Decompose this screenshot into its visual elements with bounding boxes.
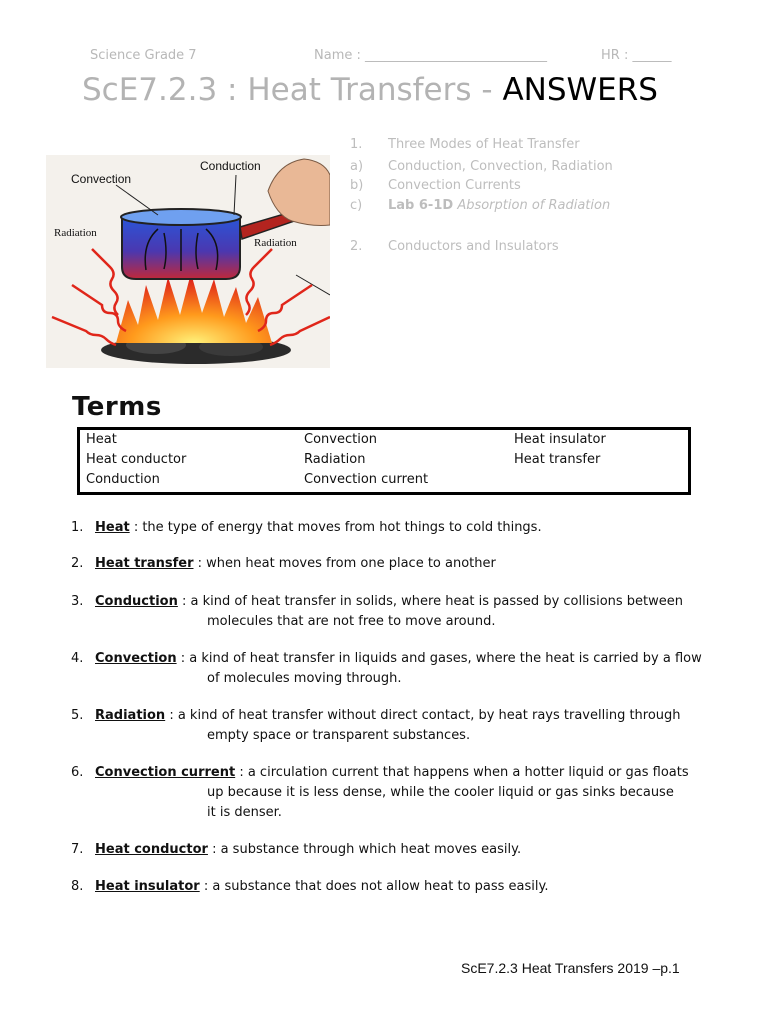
definition-text: : when heat moves from one place to another [193,556,496,571]
outline-item-1-number: 1. [350,137,363,152]
outline-sub-a-text: Conduction, Convection, Radiation [388,159,613,174]
definition-item [71,649,711,689]
definition-term: Heat conductor [95,842,208,857]
outline-sub-a-letter: a) [350,159,364,174]
definition-text: : a kind of heat transfer without direct contact, by heat rays travelling through [165,708,681,723]
definition-term: Conduction [95,594,178,609]
definition-term: Convection current [95,765,236,780]
lab-title: Absorption of Radiation [457,198,611,213]
definition-continuation: molecules that are not free to move around. [207,614,496,629]
term-cell: Radiation [304,452,366,467]
outline-item-2-title: Conductors and Insulators [388,239,559,254]
outline-sub-c-letter: c) [350,198,363,213]
term-cell: Heat conductor [86,452,187,467]
definition-item [71,877,711,897]
definition-text: : a kind of heat transfer in liquids and gases, where the heat is carried by a flow [176,651,702,666]
definition-number: 5. [71,708,84,723]
definition-number: 6. [71,765,84,780]
definition-item [71,554,711,574]
name-field-label: Name : ____________________________ [314,48,547,63]
term-cell: Heat [86,432,117,447]
definition-number: 3. [71,594,84,609]
figure-label-convection: Convection [71,172,132,186]
lab-code: Lab 6-1D [388,198,454,213]
figure-label-radiation-right: Radiation [254,237,297,249]
definition-continuation: it is denser. [207,805,282,820]
title-answers: ANSWERS [502,72,658,108]
outline-sub-c-text [388,198,610,213]
definition-number: 8. [71,879,84,894]
definition-number: 4. [71,651,84,666]
terms-box [77,427,691,495]
definition-item [71,706,711,746]
definition-term: Heat [95,520,130,535]
definition-term: Convection [95,651,177,666]
outline-sub-b-letter: b) [350,178,364,193]
class-label: Science Grade 7 [90,48,197,63]
definition-item [71,592,711,632]
definition-text: : a substance through which heat moves easily. [207,842,522,857]
definition-item [71,518,711,538]
definition-text: : a circulation current that happens when a hotter liquid or gas floats [235,765,689,780]
definition-number: 2. [71,556,84,571]
definition-number: 7. [71,842,84,857]
figure-label-radiation-left: Radiation [54,227,97,239]
term-cell: Convection [304,432,378,447]
term-cell: Convection current [304,472,429,487]
definition-term: Heat transfer [95,556,194,571]
definition-text: : a substance that does not allow heat to pass easily. [199,879,549,894]
outline-item-1-title: Three Modes of Heat Transfer [388,137,580,152]
outline-sub-b-text: Convection Currents [388,178,521,193]
definition-term: Heat insulator [95,879,200,894]
figure-label-conduction: Conduction [200,159,261,173]
definition-continuation: empty space or transparent substances. [207,728,471,743]
definition-continuation: up because it is less dense, while the cooler liquid or gas sinks because [207,785,674,800]
definition-text: : a kind of heat transfer in solids, where heat is passed by collisions between [177,594,684,609]
terms-heading: Terms [72,392,162,422]
definition-number: 1. [71,520,84,535]
outline-item-2-number: 2. [350,239,363,254]
definition-term: Radiation [95,708,166,723]
definition-text: : the type of energy that moves from hot things to cold things. [129,520,542,535]
heat-transfer-figure [46,155,330,368]
definition-item [71,840,711,860]
definition-continuation: of molecules moving through. [207,671,402,686]
definition-item [71,763,711,823]
page-footer: ScE7.2.3 Heat Transfers 2019 –p.1 [461,960,680,976]
title-prefix: ScE7.2.3 : Heat Transfers - [82,72,503,108]
hr-field-label: HR : ______ [601,48,672,63]
term-cell: Heat transfer [514,452,601,467]
page-title [82,72,658,108]
term-cell: Heat insulator [514,432,606,447]
pot-over-fire-illustration [46,155,330,368]
term-cell: Conduction [86,472,160,487]
